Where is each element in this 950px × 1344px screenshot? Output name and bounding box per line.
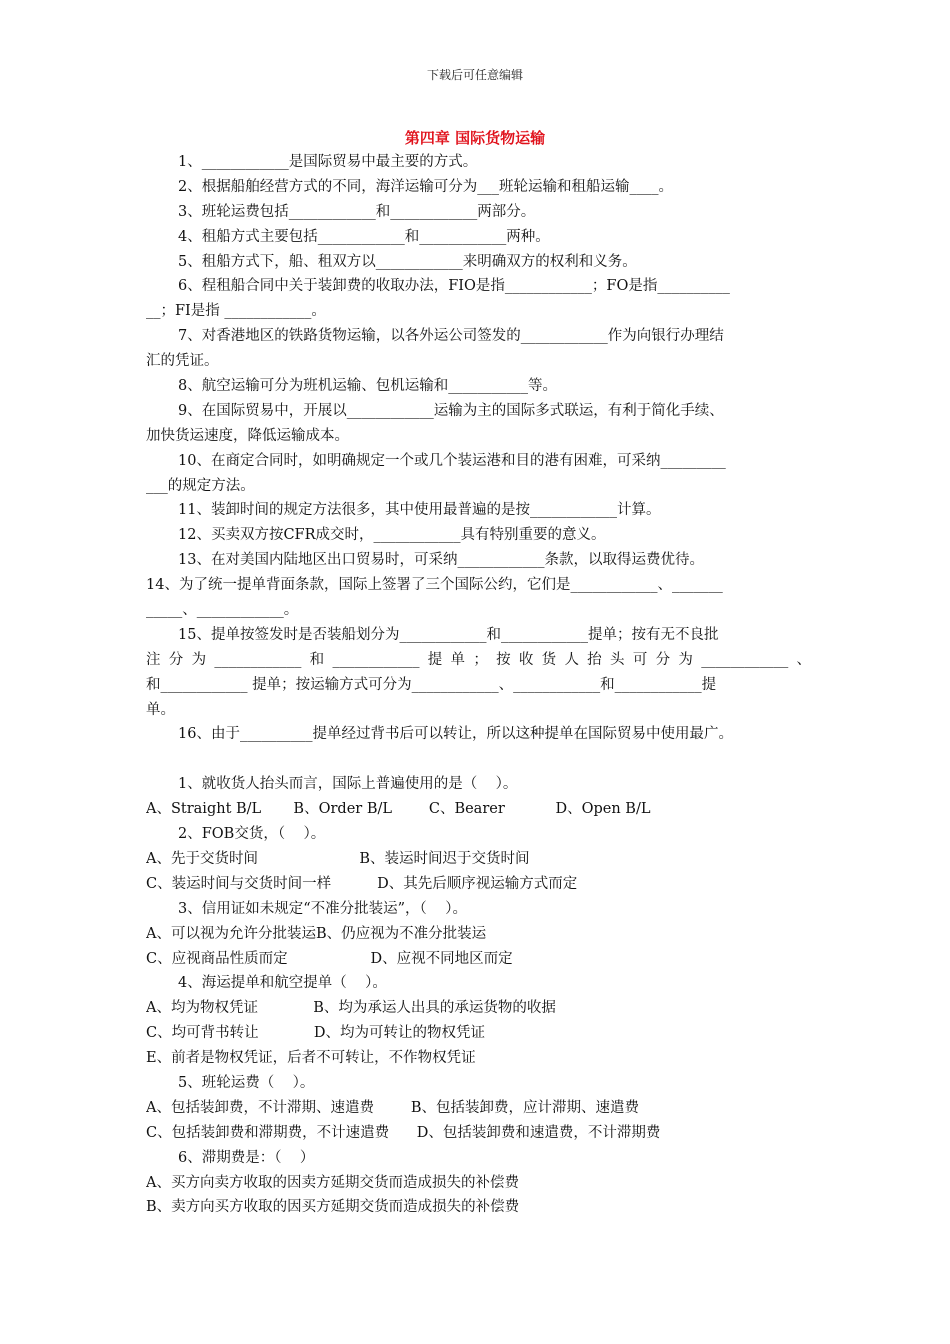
choice-line: C、应视商品性质而定 D、应视不同地区而定 — [146, 950, 513, 967]
choice-line: 3、信用证如未规定“不准分批装运”，（ ）。 — [178, 900, 467, 917]
question-line: 和____________ 提单；按运输方式可分为____________、____________和____________提 — [146, 676, 717, 693]
section-gap — [146, 747, 811, 772]
question-line: 1、____________是国际贸易中最主要的方式。 — [178, 154, 478, 170]
question-line: 12、买卖双方按CFR成交时，____________具有特别重要的意义。 — [178, 527, 606, 544]
question-line: 汇的凭证。 — [146, 353, 219, 370]
question-line: 11、装卸时间的规定方法很多，其中使用最普遍的是按____________计算。 — [178, 502, 661, 519]
choice-line: C、装运时间与交货时间一样 D、其先后顺序视运输方式而定 — [146, 875, 578, 892]
question-line: ___的规定方法。 — [146, 477, 255, 494]
question-line: 4、租船方式主要包括____________和____________两种。 — [178, 228, 550, 245]
choice-line: A、可以视为允许分批装运B、仍应视为不准分批装运 — [146, 925, 487, 942]
choice-line: 4、海运提单和航空提单（ ）。 — [178, 975, 387, 992]
choice-line: E、前者是物权凭证，后者不可转让，不作物权凭证 — [146, 1050, 476, 1067]
question-line: 10、在商定合同时，如明确规定一个或几个装运港和目的港有困难，可采纳_________ — [178, 452, 726, 469]
choice-line: B、卖方向买方收取的因买方延期交货而造成损失的补偿费 — [146, 1199, 520, 1216]
choice-line: 1、就收货人抬头而言，国际上普遍使用的是（ ）。 — [178, 776, 518, 793]
choice-line: A、买方向卖方收取的因卖方延期交货而造成损失的补偿费 — [146, 1174, 519, 1191]
multiple-choice-section — [146, 772, 811, 1220]
question-line: _____、____________。 — [146, 602, 299, 619]
question-line: 5、租船方式下，船、租双方以____________来明确双方的权利和义务。 — [178, 253, 637, 270]
choice-line: C、包括装卸费和滞期费，不计速遣费 D、包括装卸费和速遣费，不计滞期费 — [146, 1124, 661, 1141]
question-line: __；FI是指 ____________。 — [146, 303, 326, 320]
choice-line: 6、滞期费是：（ ） — [178, 1149, 315, 1166]
question-line: 3、班轮运费包括____________和____________两部分。 — [178, 203, 536, 220]
question-line: 13、在对美国内陆地区出口贸易时，可采纳____________条款，以取得运费优待。 — [178, 552, 704, 569]
question-line: 15、提单按签发时是否装船划分为____________和____________提单；按有无不良批 — [178, 626, 719, 643]
choice-line: A、Straight B/L B、Order B/L C、Bearer D、Open B/L — [146, 801, 651, 818]
question-line: 单。 — [146, 701, 175, 718]
question-line: 加快货运速度，降低运输成本。 — [146, 427, 349, 444]
choice-line: A、先于交货时间 B、装运时间迟于交货时间 — [146, 850, 530, 867]
page-header: 下载后可任意编辑 — [426, 68, 523, 82]
question-line: 7、对香港地区的铁路货物运输，以各外运公司签发的____________作为向银行办理结 — [178, 328, 724, 345]
question-line: 注分为____________和____________提单；按收货人抬头可分为____________、 — [146, 651, 811, 668]
question-line: 9、在国际贸易中，开展以____________运输为主的国际多式联运，有利于简化手续、 — [178, 402, 724, 419]
question-line: 14、为了统一提单背面条款，国际上签署了三个国际公约，它们是____________、_______ — [146, 577, 723, 594]
question-line: 16、由于__________提单经过背书后可以转让，所以这种提单在国际贸易中使用最广。 — [178, 726, 733, 743]
choice-line: A、包括装卸费，不计滞期、速遣费 B、包括装卸费，应计滞期、速遣费 — [146, 1099, 639, 1116]
choice-line: 5、班轮运费（ ）。 — [178, 1074, 315, 1091]
question-line: 2、根据船舶经营方式的不同，海洋运输可分为___班轮运输和租船运输____。 — [178, 178, 673, 195]
document-body — [146, 150, 811, 1220]
chapter-title: 第四章 国际货物运输 — [404, 129, 546, 147]
choice-line: A、均为物权凭证 B、均为承运人出具的承运货物的收据 — [146, 1000, 556, 1017]
choice-line: 2、FOB交货，（ ）。 — [178, 826, 326, 843]
fill-blank-section — [146, 150, 811, 747]
question-line: 6、程租船合同中关于装卸费的收取办法，FIO是指____________；FO是指__________ — [178, 278, 730, 295]
question-line: 8、航空运输可分为班机运输、包机运输和___________等。 — [178, 378, 557, 395]
choice-line: C、均可背书转让 D、均为可转让的物权凭证 — [146, 1025, 486, 1042]
